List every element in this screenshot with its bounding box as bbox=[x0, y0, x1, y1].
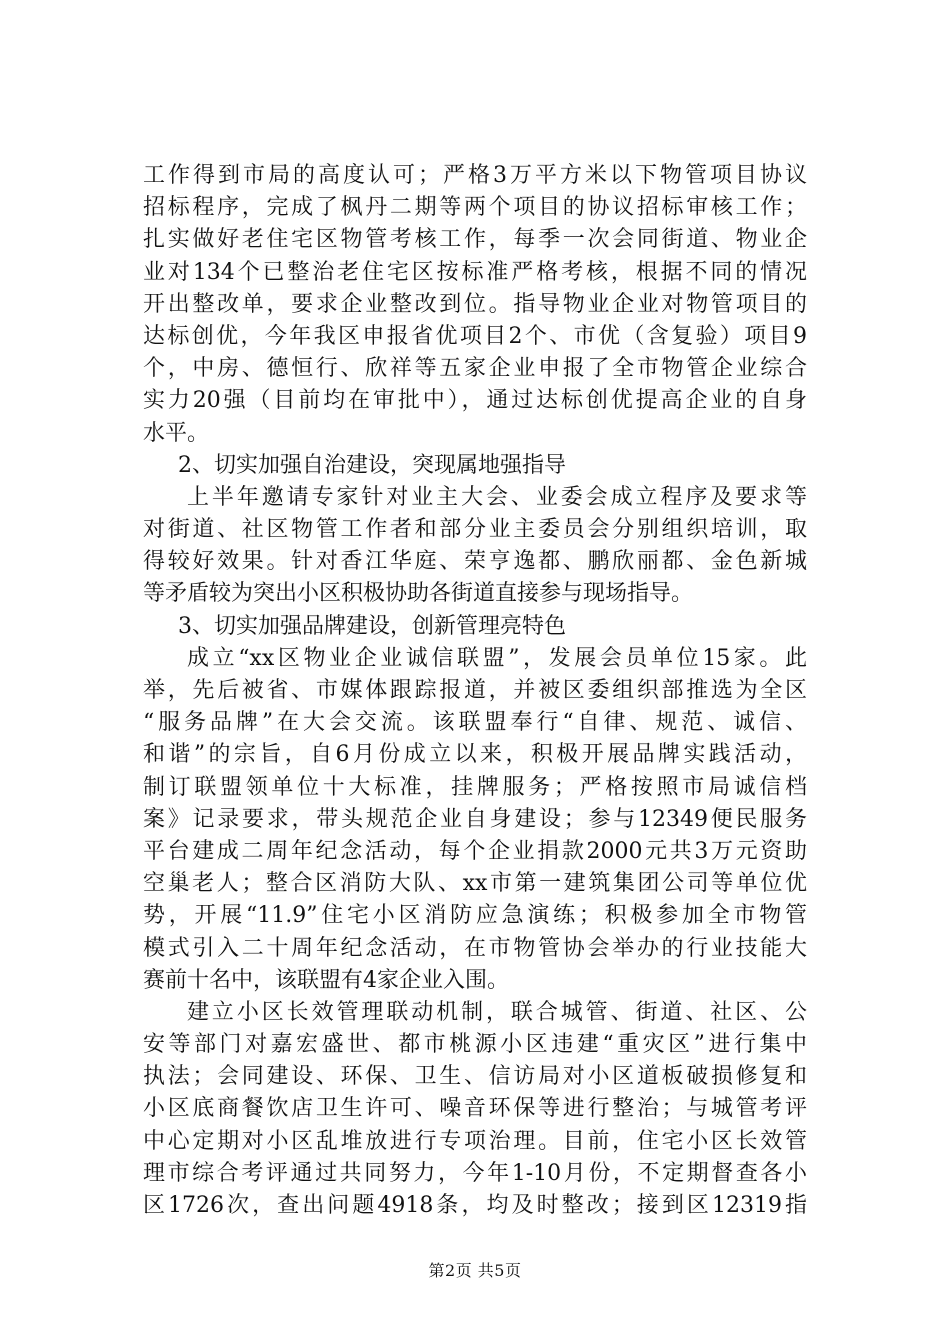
text-line: 小区底商餐饮店卫生许可、噪音环保等进行整治；与城管考评 bbox=[143, 1096, 807, 1122]
text-line: 上半年邀请专家针对业主大会、业委会成立程序及要求等 bbox=[187, 484, 807, 510]
text-line: 赛前十名中，该联盟有4家企业入围。 bbox=[143, 967, 509, 993]
text-line: 区1726次，查出问题4918条，均及时整改；接到区12319指 bbox=[143, 1193, 807, 1218]
document-body bbox=[143, 160, 807, 1222]
text-line: 中心定期对小区乱堆放进行专项治理。目前，住宅小区长效管 bbox=[143, 1128, 807, 1154]
text-line: 业对134个已整治老住宅区按标准严格考核，根据不同的情况 bbox=[143, 259, 807, 285]
text-line: 空巢老人；整合区消防大队、xx市第一建筑集团公司等单位优 bbox=[143, 871, 807, 897]
text-line: 开出整改单，要求企业整改到位。指导物业企业对物管项目的 bbox=[143, 291, 807, 317]
text-line: 建立小区长效管理联动机制，联合城管、街道、社区、公 bbox=[187, 999, 807, 1025]
section-heading: 2、切实加强自治建设，突现属地强指导 bbox=[178, 452, 566, 478]
text-line: 举，先后被省、市媒体跟踪报道，并被区委组织部推选为全区 bbox=[143, 678, 807, 703]
text-line: 安等部门对嘉宏盛世、都市桃源小区违建“重灾区”进行集中 bbox=[143, 1032, 807, 1058]
text-line: 对街道、社区物管工作者和部分业主委员会分别组织培训，取 bbox=[143, 517, 807, 543]
text-line: 执法；会同建设、环保、卫生、信访局对小区道板破损修复和 bbox=[143, 1064, 807, 1090]
text-line: 制订联盟领单位十大标准，挂牌服务；严格按照市局诚信档 bbox=[143, 774, 807, 800]
text-line: 和谐”的宗旨，自6月份成立以来，积极开展品牌实践活动， bbox=[143, 742, 807, 768]
text-line: 扎实做好老住宅区物管考核工作，每季一次会同街道、物业企 bbox=[143, 227, 807, 253]
text-line: “服务品牌”在大会交流。该联盟奉行“自律、规范、诚信、 bbox=[143, 710, 807, 736]
text-line: 得较好效果。针对香江华庭、荣亨逸都、鹏欣丽都、金色新城 bbox=[143, 549, 807, 575]
text-line: 成立“xx区物业企业诚信联盟”，发展会员单位15家。此 bbox=[187, 645, 807, 671]
text-line: 个，中房、德恒行、欣祥等五家企业申报了全市物管企业综合 bbox=[143, 356, 807, 382]
text-line: 平台建成二周年纪念活动，每个企业捐款2000元共3万元资助 bbox=[143, 838, 807, 864]
text-line: 水平。 bbox=[143, 420, 210, 446]
text-line: 理市综合考评通过共同努力，今年1-10月份，不定期督查各小 bbox=[143, 1160, 807, 1186]
section-heading: 3、切实加强品牌建设，创新管理亮特色 bbox=[178, 613, 566, 639]
text-line: 招标程序，完成了枫丹二期等两个项目的协议招标审核工作； bbox=[143, 195, 807, 221]
text-line: 模式引入二十周年纪念活动，在市物管协会举办的行业技能大 bbox=[143, 935, 807, 961]
text-line: 工作得到市局的高度认可；严格3万平方米以下物管项目协议 bbox=[143, 163, 807, 188]
text-line: 势，开展“11.9”住宅小区消防应急演练；积极参加全市物管 bbox=[143, 903, 807, 929]
page-footer: 第2页 共5页 bbox=[428, 1261, 522, 1280]
text-line: 案》记录要求，带头规范企业自身建设；参与12349便民服务 bbox=[143, 806, 807, 832]
text-line: 实力20强（目前均在审批中），通过达标创优提高企业的自身 bbox=[143, 388, 807, 414]
text-line: 达标创优，今年我区申报省优项目2个、市优（含复验）项目9 bbox=[143, 323, 807, 349]
text-line: 等矛盾较为突出小区积极协助各街道直接参与现场指导。 bbox=[143, 581, 694, 607]
